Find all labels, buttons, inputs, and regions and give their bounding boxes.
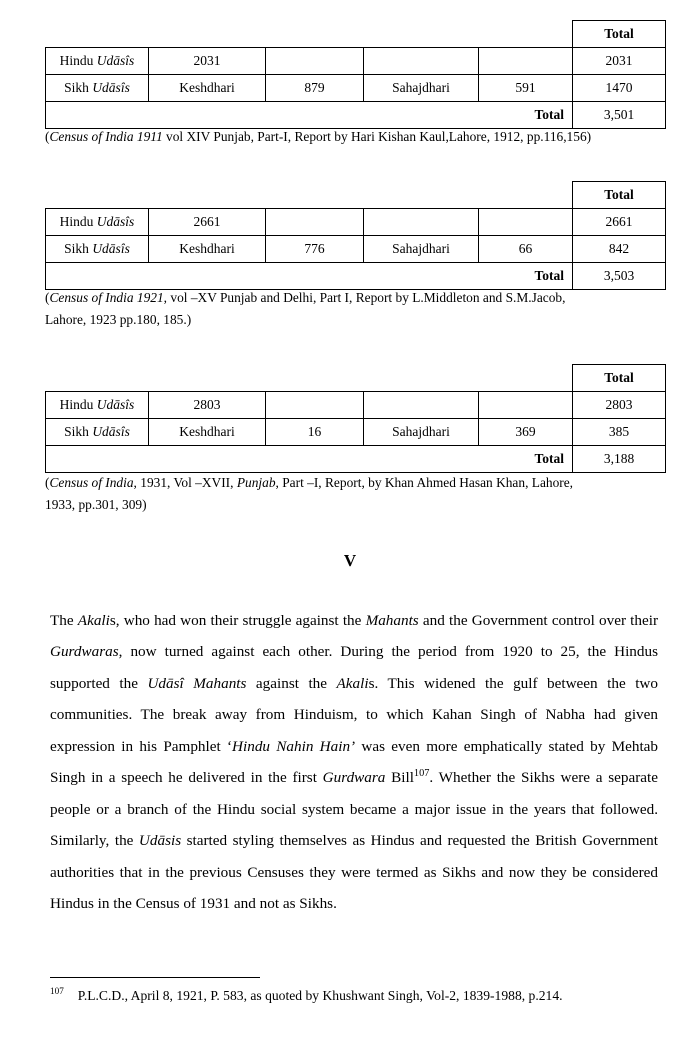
total-row-value: 3,188	[573, 446, 666, 473]
par-text-3: and the Government control over their	[418, 612, 659, 629]
total-row-label: Total	[46, 446, 573, 473]
caption-source-rest: vol XIV Punjab, Part-I, Report by Hari Kishan Kaul,Lahore, 1912, pp.116,156)	[162, 129, 592, 144]
section-heading: V	[343, 551, 357, 570]
cell-c4: Sahajdhari	[364, 75, 479, 102]
spacer-cell	[149, 365, 266, 392]
footnote-reference-107[interactable]: 107	[413, 768, 430, 780]
spacer-cell	[149, 182, 266, 209]
cell-c5	[479, 209, 573, 236]
total-row-value: 3,503	[573, 263, 666, 290]
table-row-total	[46, 446, 666, 473]
footnote-separator-rule	[50, 977, 260, 978]
spacer-cell	[479, 21, 573, 48]
cell-c4: Sahajdhari	[364, 236, 479, 263]
spacer-cell	[364, 365, 479, 392]
par-italic-akalis: Akali	[77, 612, 110, 629]
table-row	[46, 48, 666, 75]
cell-c5: 591	[479, 75, 573, 102]
caption-line-1	[45, 472, 665, 494]
footnote-text: P.L.C.D., April 8, 1921, P. 583, as quoted by Khushwant Singh, Vol-2, 1839-1988, p.214.	[77, 988, 563, 1003]
cell-c3: 879	[266, 75, 364, 102]
cell-total: 2661	[573, 209, 666, 236]
par-text-2: s, who had won their struggle against the	[109, 612, 366, 629]
cell-c3	[266, 209, 364, 236]
row-label-cell	[46, 48, 149, 75]
row-label-plain: Hindu	[59, 214, 97, 230]
cell-c4	[364, 209, 479, 236]
par-italic-gurdwaras: Gurdwaras	[50, 643, 119, 661]
footnote-marker: 107	[50, 986, 64, 997]
cell-c4: Sahajdhari	[364, 419, 479, 446]
caption-1921	[45, 287, 665, 330]
par-text-9: . Whether the Sikhs were a separate people or a branch of the Hindu social system became a major issue in the years that followed. Similarly, the	[50, 769, 658, 850]
spacer-cell	[149, 21, 266, 48]
table-row-header	[46, 182, 666, 209]
par-italic-udasis: Udāsis	[138, 832, 182, 850]
par-italic-mahants: Mahants	[365, 612, 419, 629]
cell-total: 2031	[573, 48, 666, 75]
row-label-cell	[46, 209, 149, 236]
spacer-cell	[266, 365, 364, 392]
spacer-cell	[266, 21, 364, 48]
par-italic-akali: Akali	[336, 674, 369, 692]
caption-source-italic: Census of India 1911	[49, 129, 163, 144]
column-header-total: Total	[573, 365, 666, 392]
table-row	[46, 75, 666, 102]
cell-c5	[479, 48, 573, 75]
caption-line-2: Lahore, 1923 pp.180, 185.)	[45, 311, 192, 327]
par-text-5: against the	[246, 674, 337, 692]
cell-c3	[266, 392, 364, 419]
par-text-7: was even more emphatically stated by Mehtab Singh in a speech he delivered in the first	[50, 737, 658, 787]
row-label-italic: Udāsîs	[96, 214, 135, 230]
cell-total: 2803	[573, 392, 666, 419]
par-italic-gurdwara: Gurdwara	[322, 769, 386, 787]
census-table-1931-block	[45, 364, 665, 473]
column-header-total: Total	[573, 21, 666, 48]
spacer-cell	[479, 182, 573, 209]
spacer-cell	[46, 365, 149, 392]
spacer-cell	[266, 182, 364, 209]
spacer-cell	[46, 182, 149, 209]
census-table-1911-block	[45, 20, 665, 129]
cell-c2: Keshdhari	[149, 75, 266, 102]
footnote-entry-107	[50, 986, 660, 1006]
par-text-8: Bill	[385, 769, 414, 787]
caption-open-paren: (	[45, 290, 50, 305]
cell-c2: 2661	[149, 209, 266, 236]
table-row-total	[46, 102, 666, 129]
par-text-10: started styling themselves as Hindus and requested the British Government authorities that in the previous Censuses they were termed as Sikhs and now they be considered Hindus in the Census of 1931 and not as Sikhs.	[50, 832, 658, 913]
row-label-plain: Sikh	[64, 80, 93, 96]
row-label-italic: Udāsîs	[92, 241, 130, 257]
caption-line-1	[45, 287, 665, 309]
par-text-4: , now turned against each other. During the period from 1920 to 25, the Hindus supported the	[50, 643, 658, 692]
caption-line-2: 1933, pp.301, 309)	[45, 496, 147, 512]
census-table-1921	[45, 181, 666, 290]
table-row	[46, 392, 666, 419]
table-row-header	[46, 21, 666, 48]
caption-source-rest-b: , Part –I, Report, by Khan Ahmed Hasan Khan, Lahore,	[275, 475, 574, 490]
par-text-1: The	[50, 612, 78, 629]
cell-c3: 16	[266, 419, 364, 446]
column-header-total: Total	[573, 182, 666, 209]
par-text-6: s. This widened the gulf between the two communities. The break away from Hinduism, to which Kahan Singh of Nabha had given expression in his Pamphlet ‘	[50, 674, 658, 755]
cell-c5	[479, 392, 573, 419]
cell-c3: 776	[266, 236, 364, 263]
par-italic-hindu-nahin-hain: Hindu Nahin Hain’	[232, 737, 356, 755]
total-row-label: Total	[46, 102, 573, 129]
row-label-plain: Sikh	[64, 424, 93, 440]
row-label-cell	[46, 392, 149, 419]
cell-c2: 2803	[149, 392, 266, 419]
row-label-italic: Udāsîs	[92, 424, 130, 440]
census-table-1911	[45, 20, 666, 129]
table-row-total	[46, 263, 666, 290]
row-label-italic: Udāsîs	[96, 53, 135, 69]
table-row	[46, 236, 666, 263]
cell-c5: 66	[479, 236, 573, 263]
caption-open-paren: (	[45, 475, 50, 490]
spacer-cell	[479, 365, 573, 392]
table-row	[46, 419, 666, 446]
row-label-cell	[46, 236, 149, 263]
cell-total: 1470	[573, 75, 666, 102]
caption-source-italic: Census of India 1921	[49, 290, 164, 305]
caption-1911	[45, 126, 665, 148]
caption-open-paren: (	[45, 129, 50, 144]
cell-total: 385	[573, 419, 666, 446]
cell-c4	[364, 392, 479, 419]
cell-c2: 2031	[149, 48, 266, 75]
total-row-value: 3,501	[573, 102, 666, 129]
table-row	[46, 209, 666, 236]
row-label-cell	[46, 75, 149, 102]
row-label-plain: Sikh	[64, 241, 93, 257]
spacer-cell	[364, 21, 479, 48]
census-table-1921-block	[45, 181, 665, 290]
caption-source-italic-b: Punjab	[236, 475, 276, 490]
row-label-italic: Udāsîs	[92, 80, 130, 96]
table-row-header	[46, 365, 666, 392]
row-label-plain: Hindu	[59, 53, 97, 69]
caption-source-rest-a: , 1931, Vol –XVII,	[133, 475, 237, 490]
cell-c4	[364, 48, 479, 75]
caption-source-italic: Census of India	[49, 475, 134, 490]
body-paragraph	[50, 605, 658, 920]
row-label-italic: Udāsîs	[96, 397, 135, 413]
spacer-cell	[46, 21, 149, 48]
cell-total: 842	[573, 236, 666, 263]
caption-1931	[45, 472, 665, 515]
census-table-1931	[45, 364, 666, 473]
cell-c2: Keshdhari	[149, 236, 266, 263]
cell-c5: 369	[479, 419, 573, 446]
caption-source-rest: , vol –XV Punjab and Delhi, Part I, Report by L.Middleton and S.M.Jacob,	[163, 290, 566, 305]
spacer-cell	[364, 182, 479, 209]
row-label-cell	[46, 419, 149, 446]
cell-c3	[266, 48, 364, 75]
par-italic-udasi-mahants: Udāsî Mahants	[147, 674, 247, 692]
cell-c2: Keshdhari	[149, 419, 266, 446]
total-row-label: Total	[46, 263, 573, 290]
row-label-plain: Hindu	[59, 397, 97, 413]
